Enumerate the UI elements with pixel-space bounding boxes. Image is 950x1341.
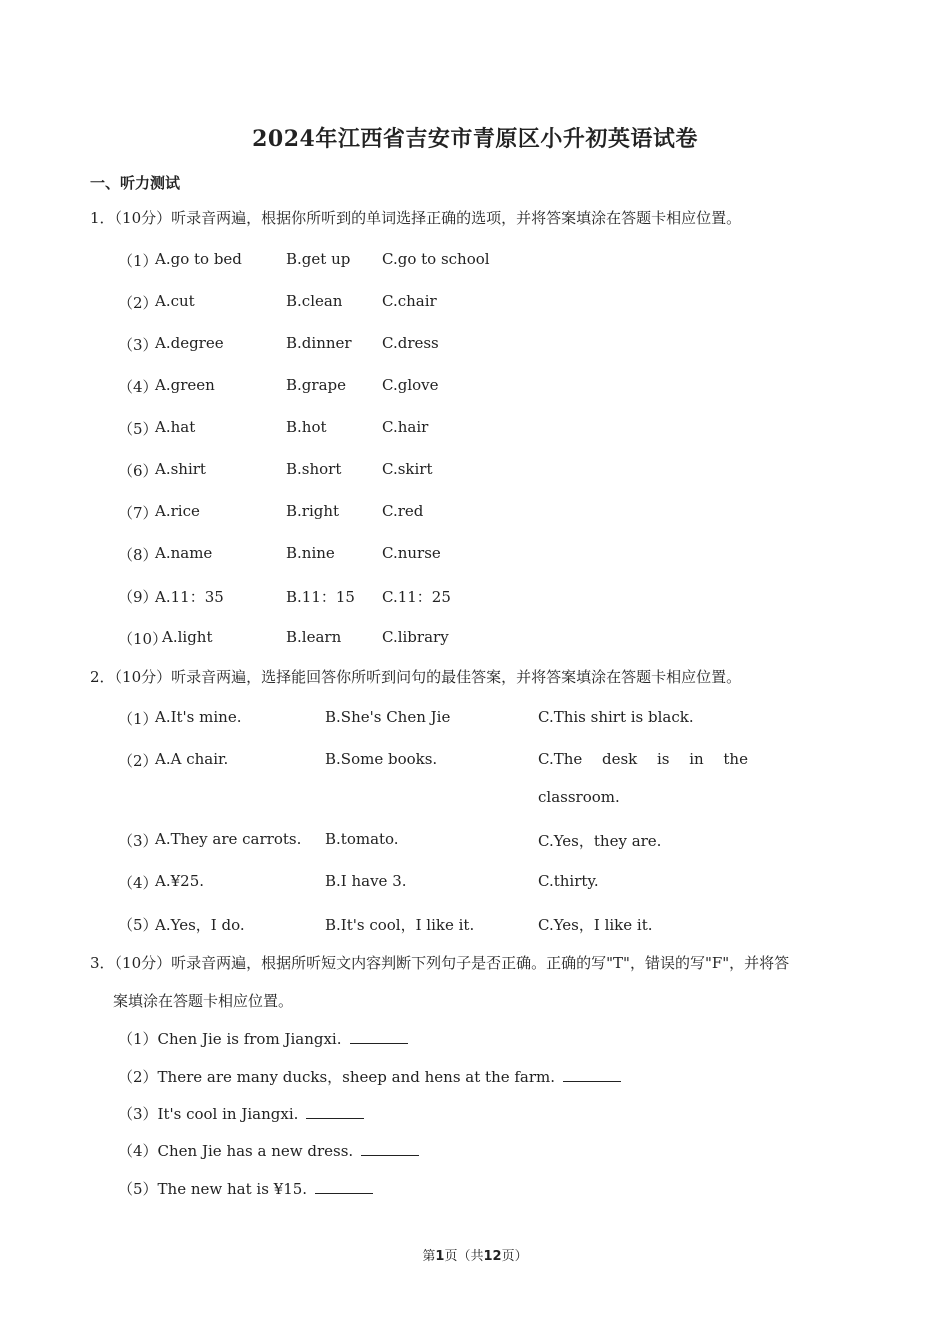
- option-a: A.¥25.: [155, 872, 204, 890]
- question-3-stem: 3．（10分）听录音两遍，根据所听短文内容判断下列句子是否正确。正确的写"T"，错误的写"F"，并将答: [90, 954, 790, 972]
- item-number: （4）: [118, 874, 158, 892]
- option-a: A.cut: [155, 292, 195, 310]
- option-c: C.library: [382, 628, 449, 646]
- list-item: [118, 586, 898, 608]
- option-c-word: is: [656, 750, 670, 768]
- option-b: B.She's Chen Jie: [325, 708, 451, 726]
- list-item: [118, 460, 898, 482]
- item-number: （9）: [118, 588, 158, 606]
- list-item: [118, 872, 898, 894]
- list-item: [118, 830, 898, 852]
- answer-blank[interactable]: [306, 1104, 364, 1119]
- option-b: B.11：15: [286, 588, 355, 606]
- option-a: A.degree: [155, 334, 224, 352]
- item-number: （2）: [118, 752, 158, 770]
- option-a: A.shirt: [155, 460, 206, 478]
- option-c: C.This shirt is black.: [538, 708, 694, 726]
- list-item: [118, 418, 898, 440]
- question-2-stem: 2．（10分）听录音两遍，选择能回答你所听到问句的最佳答案，并将答案填涂在答题卡相应位置。: [90, 668, 742, 686]
- option-c-word: C.The: [538, 750, 583, 768]
- option-a: A.They are carrots.: [155, 830, 302, 848]
- option-a: A.rice: [155, 502, 200, 520]
- option-b: B.Some books.: [325, 750, 438, 768]
- list-item: [118, 376, 898, 398]
- footer-total-pages: 12: [483, 1249, 502, 1264]
- option-c: C.Yes，I like it.: [538, 916, 653, 934]
- answer-blank[interactable]: [361, 1141, 419, 1156]
- statement-text: Chen Jie is from Jiangxi.: [157, 1030, 342, 1048]
- item-number: （5）: [118, 916, 158, 934]
- option-b: B.I have 3.: [325, 872, 407, 890]
- option-c: C.nurse: [382, 544, 441, 562]
- answer-blank[interactable]: [350, 1029, 408, 1044]
- item-number: （1）: [118, 710, 158, 728]
- item-number: （3）: [118, 832, 158, 850]
- item-number: （3）: [118, 1105, 158, 1123]
- option-b: B.clean: [286, 292, 343, 310]
- option-c: C.chair: [382, 292, 437, 310]
- item-number: （2）: [118, 294, 158, 312]
- option-a: A.hat: [155, 418, 196, 436]
- option-c-continued-text: classroom.: [538, 788, 620, 806]
- option-c: C.Yes，they are.: [538, 832, 662, 850]
- option-c: C.skirt: [382, 460, 433, 478]
- page-footer: [0, 1245, 950, 1264]
- item-number: （10）: [118, 630, 168, 648]
- option-b: B.tomato.: [325, 830, 399, 848]
- option-b: B.learn: [286, 628, 342, 646]
- item-number: （8）: [118, 546, 158, 564]
- list-item: [118, 334, 898, 356]
- section-heading: 一、听力测试: [90, 174, 181, 192]
- item-number: （3）: [118, 336, 158, 354]
- option-b: B.nine: [286, 544, 335, 562]
- list-item: [118, 1140, 419, 1161]
- option-c-continued: [118, 788, 898, 810]
- option-b: B.It's cool，I like it.: [325, 916, 475, 934]
- option-a: A.light: [162, 628, 213, 646]
- list-item: [118, 708, 898, 730]
- option-b: B.get up: [286, 250, 351, 268]
- option-a: A.green: [155, 376, 215, 394]
- option-a: A.11：35: [155, 588, 224, 606]
- item-number: （4）: [118, 378, 158, 396]
- option-a: A.It's mine.: [155, 708, 242, 726]
- statement-text: There are many ducks，sheep and hens at the farm.: [157, 1068, 556, 1086]
- list-item: [118, 1103, 364, 1124]
- question-1-stem: 1．（10分）听录音两遍，根据你所听到的单词选择正确的选项，并将答案填涂在答题卡相应位置。: [90, 209, 742, 227]
- item-number: （1）: [118, 252, 158, 270]
- answer-blank[interactable]: [563, 1067, 621, 1082]
- list-item: [118, 544, 898, 566]
- footer-mid: 页（共: [444, 1249, 484, 1264]
- option-c: C.glove: [382, 376, 439, 394]
- option-b: B.dinner: [286, 334, 352, 352]
- item-number: （1）: [118, 1030, 158, 1048]
- item-number: （2）: [118, 1068, 158, 1086]
- list-item: [118, 250, 898, 272]
- page-title: 2024年江西省吉安市青原区小升初英语试卷: [252, 126, 698, 152]
- list-item: [118, 628, 898, 650]
- option-b: B.hot: [286, 418, 327, 436]
- statement-text: It's cool in Jiangxi.: [157, 1105, 299, 1123]
- option-c-word: the: [723, 750, 748, 768]
- option-a: A.go to bed: [155, 250, 242, 268]
- option-c: [538, 750, 748, 768]
- option-b: B.short: [286, 460, 342, 478]
- option-a: A.name: [155, 544, 213, 562]
- option-b: B.right: [286, 502, 340, 520]
- list-item: [118, 1028, 408, 1049]
- option-c: C.go to school: [382, 250, 490, 268]
- option-b: B.grape: [286, 376, 346, 394]
- option-c: C.red: [382, 502, 424, 520]
- option-a: A.Yes，I do.: [155, 916, 245, 934]
- option-c-word: in: [689, 750, 704, 768]
- statement-text: Chen Jie has a new dress.: [157, 1142, 354, 1160]
- footer-prefix: 第: [422, 1249, 436, 1264]
- option-c-word: desk: [601, 750, 638, 768]
- list-item: [118, 502, 898, 524]
- list-item: [118, 1178, 373, 1199]
- list-item: [118, 750, 898, 772]
- option-c: C.dress: [382, 334, 439, 352]
- item-number: （5）: [118, 1180, 158, 1198]
- item-number: （7）: [118, 504, 158, 522]
- item-number: （6）: [118, 462, 158, 480]
- statement-text: The new hat is ¥15.: [157, 1180, 308, 1198]
- item-number: （4）: [118, 1142, 158, 1160]
- option-c: C.hair: [382, 418, 429, 436]
- option-c: C.11：25: [382, 588, 451, 606]
- question-3-stem-continued: 案填涂在答题卡相应位置。: [113, 992, 294, 1010]
- option-c: C.thirty.: [538, 872, 599, 890]
- option-a: A.A chair.: [155, 750, 229, 768]
- list-item: [118, 914, 898, 936]
- footer-suffix: 页）: [501, 1249, 528, 1264]
- list-item: [118, 292, 898, 314]
- answer-blank[interactable]: [315, 1179, 373, 1194]
- list-item: [118, 1066, 621, 1087]
- footer-page-number: 1: [435, 1249, 445, 1264]
- item-number: （5）: [118, 420, 158, 438]
